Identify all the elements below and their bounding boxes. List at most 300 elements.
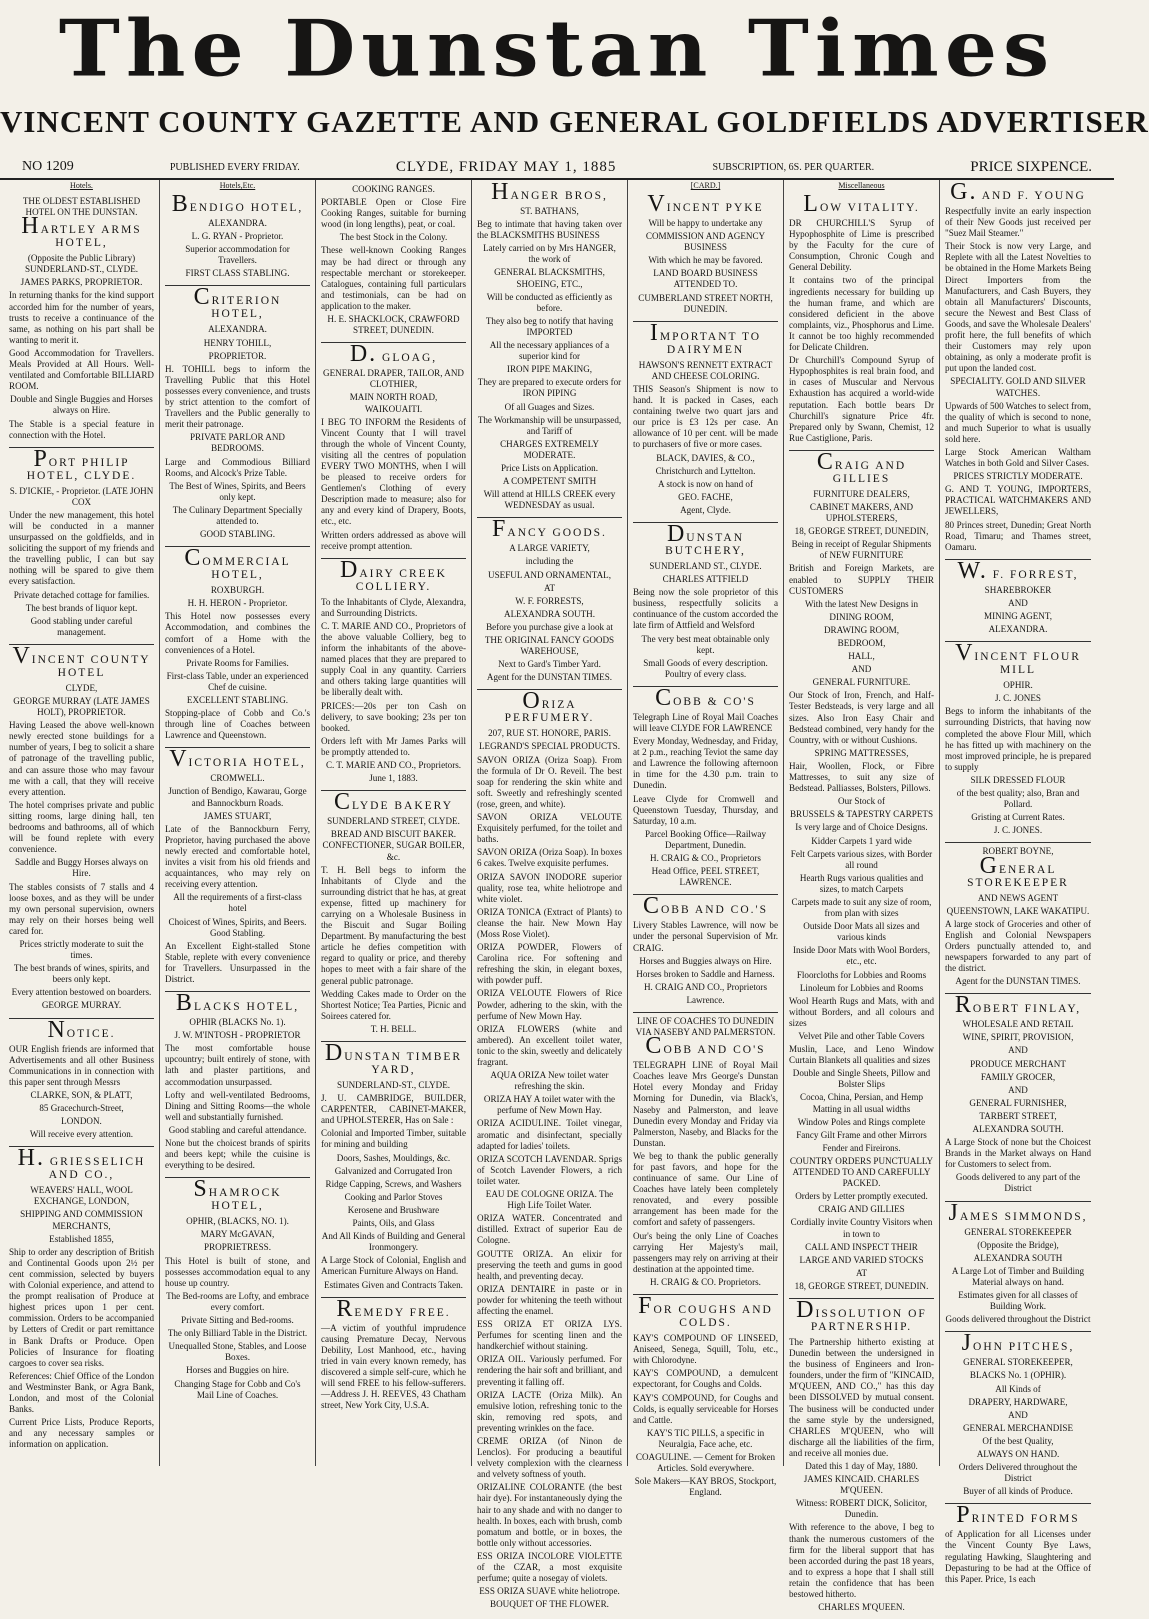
ad-title: CRITERION HOTEL, [193,284,282,321]
ad-text: Their Stock is now very Large, and Replete with all the Latest Novelties to be obtained in the Home Markets Being Direct Importers from the Manufacturers, and Cash Buyers, they obtain all Manufacturers' Discounts, secure the Newest and Best Class of Goods, and save the Wholesale Dealers' profit here, the full benefits of which their Customers may rely upon obtaining, as only a moderate profit is put upon the landed cost. [945,241,1091,374]
ad-text: A Large Lot of Timber and Building Material always on hand. [951,1265,1085,1287]
ad-text: They are prepared to execute orders for IRON PIPING [477,377,622,399]
ad-text: S. D'ICKIE, - Proprietor. (LATE JOHN COX [9,485,154,507]
ad-text: Private Sitting and Bed-rooms. [181,1315,294,1326]
ad-text: of the best quality; also, Bran and Pollard. [956,788,1080,810]
ad-text: OUR English friends are informed that Advertisements and all other Business Communications in in connection with this paper sent through Messrs [9,1043,154,1087]
ad-text: EAU DE COLOGNE ORIZA. The High Life Toilet Water. [485,1189,614,1211]
ad-text: With the latest New Designs in [804,598,919,609]
ad-text: This Hotel is built of stone, and possesses accommodation equal to any house up country. [165,1255,310,1288]
ad-text: Our's being the only Line of Coaches carrying Her Majesty's mail, passengers may rely on arriving at their destination at the appointed time. [633,1230,778,1274]
ad-text: Before you purchase give a look at [486,621,613,632]
ad-text: In returning thanks for the kind support accorded him for the number of years, trusts to receive a continuance of the same, as nothing on his part shall be wanting to merit it. [9,290,154,345]
ad-text: Having Leased the above well-known newly erected stone buildings for a number of years, I beg to solicit a share of patronage of the travelling public, and can assure those who may favour me with a call, that they will receive every attention. [9,720,154,797]
masthead-subtitle: VINCENT COUNTY GAZETTE AND GENERAL GOLDFIELDS ADVERTISER [0,104,1149,139]
ad-text: Fender and Fireirons. [822,1142,901,1153]
ad-text: MINING AGENT, [983,611,1053,621]
ad-text: LAND BOARD BUSINESS ATTENDED TO. [653,268,758,290]
issue-date: CLYDE, FRIDAY MAY 1, 1885 [395,158,617,175]
advertisement [633,684,778,895]
ad-text: WEAVERS' HALL, WOOL EXCHANGE, LONDON, [30,1185,133,1207]
ad-title: PRINTED FORMS [956,1502,1080,1529]
advertisement [321,181,466,343]
ad-text: JAMES PARKS, PROPRIETOR. [20,277,143,288]
subscription-rate: SUBSCRIPTION, 6S. PER QUARTER. [712,161,875,173]
ad-text: The best Stock in the Colony. [339,232,448,243]
ad-text: SHIPPING AND COMMISSION MERCHANTS, [20,1209,143,1231]
ad-text: SPRING MATTRESSES, [814,747,909,758]
advertisement [165,193,310,286]
ad-text: ORIZA HAY A toilet water with the perfume of New Mown Hay. [483,1094,616,1116]
ad-text: Colonial and Imported Timber, suitable for mining and building [321,1128,466,1150]
ad-text: H. TOHILL begs to inform the Travelling Public that this Hotel possesses every convenience, and trusts by strict attention to the comfort of Travellers and the Public generally to merit their patronage. [165,363,310,430]
ad-text: ORIZA DENTAIRE in paste or in powder for whitening the teeth without affecting the enamel. [477,1283,622,1316]
ad-kicker: THE OLDEST ESTABLISHED HOTEL ON THE DUNSTAN. [22,196,141,218]
ad-text: OPHIR. [1003,680,1033,691]
ad-text: HAWSON'S RENNETT EXTRACT AND CHEESE COLORING. [638,359,773,381]
ad-text: BLACKS No. 1 (OPHIR). [969,1370,1067,1381]
ad-title: G. AND F. YOUNG [950,179,1086,205]
ad-text: Lately carried on by Mrs HANGER, the work of [483,243,616,265]
ad-text: EXCELLENT STABLING. [186,695,289,705]
ad-text: Paints, Oils, and Glass [352,1218,435,1229]
ad-text: ALWAYS ON HAND. [976,1448,1060,1459]
ad-text: DINING ROOM, [829,611,894,622]
ad-text: SPECIALITY. GOLD AND SILVER WATCHES. [950,376,1086,398]
column-3 [316,180,472,1466]
ad-text: H. H. HERON - Proprietor. [187,598,288,609]
ad-text: J. C. JONES. [993,825,1043,836]
ad-text: AND [1008,1045,1028,1056]
ad-text: Small Goods of every description. Poultry of every class. [643,657,768,679]
ad-text: ESS ORIZA ET ORIZA LYS. Perfumes for scenting linen and the handkerchief without staining. [477,1319,622,1352]
ad-text: BLACK, DAVIES, & CO., [656,452,755,463]
ad-text: Estimates given for all classes of Building Work. [958,1290,1078,1312]
ad-text: T. H. Bell begs to inform the Inhabitants of Clyde and the surrounding district that he has, at great expense, fitted up machinery for carrying on a Wholesale Business in the Biscuit and Sugar Boiling Department. By manufacturing the best article he defies competition with regard to quality or price, and thereby hopes to meet with a fair share of the general public patronage. [321,864,466,986]
ad-text: ALEXANDRA. [208,218,267,228]
ad-text: G. AND T. YOUNG, IMPORTERS, PRACTICAL WATCHMAKERS AND JEWELLERS, [945,484,1091,517]
ad-text: CHARGES EXTREMELY MODERATE. [500,438,599,460]
ad-text: WHOLESALE AND RETAIL [962,1019,1074,1030]
ad-title: COBB AND CO.'S [642,893,768,920]
ad-text: Horses broken to Saddle and Harness. [636,968,775,979]
ad-text: Gristing at Current Rates. [971,812,1065,823]
ad-text: FAMILY GROCER, [980,1071,1056,1082]
ad-text: References: Chief Office of the London and Westminster Bank, or Agra Bank, London, and most of the Colonial Banks. [9,1370,154,1415]
ad-title: SHAMROCK HOTEL, [193,1176,282,1213]
ad-text: KAY'S TIC PILLS, a specific in Neuralgia, Face ache, etc. [646,1427,765,1449]
ad-title: VINCENT FLOUR MILL [955,640,1081,677]
advertisement [945,994,1091,1201]
ad-title: BENDIGO HOTEL, [171,191,304,217]
advertisement [9,445,154,645]
ad-text: 18, GEORGE STREET, DUNEDIN, [794,526,929,537]
ad-text: THIS Season's Shipment is now to hand. It is packed in Cases, each containing twelve two quart jars and our price is £3 12s per case. An allowance of 10 per cent. will be made to purchasers of five or more cases. [633,383,778,450]
ad-title: NOTICE. [47,1016,116,1043]
ad-text: Cocoa, China, Persian, and Hemp Matting in all usual widths [800,1092,923,1114]
ad-kicker: COOKING RANGES. [352,184,435,194]
ad-text: LARGE AND VARIED STOCKS [799,1254,924,1265]
dateline [0,156,1114,180]
ad-text: GEORGE MURRAY. [41,1000,122,1011]
ad-text: ALEXANDRA. [988,624,1048,635]
ad-text: Orders Delivered throughout the District [958,1462,1078,1484]
advertisement [321,1295,466,1418]
ad-text: GENERAL DRAPER, TAILOR, AND CLOTHIER, [323,368,464,390]
ad-text: ESS ORIZA INCOLORE VIOLETTE of the CZAR, a most exquisite perfume; quite a nosegay of violets. [477,1550,622,1584]
ad-title: PORT PHILIP HOTEL, CLYDE. [26,445,137,482]
ad-text: BRUSSELS & TAPESTRY CARPETS [789,809,934,820]
ad-text: 18, GEORGE STREET, DUNEDIN. [794,1280,929,1291]
advertisement [321,556,466,792]
advertisement [789,1296,934,1619]
column-heading: Hotels,Etc. [219,181,256,190]
ad-title: IMPORTANT TO DAIRYMEN [649,319,762,356]
publication-frequency: PUBLISHED EVERY FRIDAY. [169,161,300,173]
ad-text: BOUQUET OF THE FLOWER. [490,1599,609,1610]
ad-text: Livery Stables Lawrence, will now be under the personal Supervision of Mr. CRAIG. [633,920,778,953]
ad-text: ORIZA VELOUTE Flowers of Rice Powder, adhering to the skin, with the perfume of New Mown Hay. [477,988,622,1021]
advertisement [477,181,622,518]
ad-text: QUEENSTOWN, LAKE WAKATIPU. [946,905,1090,916]
advertisement [633,193,778,322]
ad-text: C. T. MARIE AND CO., Proprietors of the above valuable Colliery, beg to inform the inhabitants of the above-named places that they are prepared to supply Coal in any quantity. Carriers and others taking large quantities will be liberally dealt with. [321,620,466,698]
ad-text: A LARGE VARIETY, [509,543,590,554]
ad-text: ALEXANDRA SOUTH [973,1252,1063,1263]
ad-text: Hearth Rugs various qualities and sizes, to match Carpets [799,872,924,894]
ad-text: FIRST CLASS STABLING. [185,268,290,279]
ad-text: All the necessary appliances of a superior kind for [489,340,610,362]
ad-text: OPHIR, (BLACKS, NO. 1). [186,1216,289,1227]
ad-text: ROXBURGH. [210,585,265,596]
ad-text: GENERAL STOREKEEPER, [963,1357,1073,1368]
advertisement-columns [0,179,1114,1613]
ad-text: We beg to thank the public generally for past favors, and hope for the continuance of same. Our Line of Coaches have lately been completely renovated, and every possible arrangement has been made for the comfort and safety of passengers. [633,1150,778,1228]
ad-text: WINE, SPIRIT, PROVISION, [962,1032,1074,1043]
advertisement [321,791,466,1042]
ad-text: June 1, 1883. [369,773,418,784]
ad-title: VINCENT COUNTY HOTEL [12,642,151,679]
ad-text: ORIZA TONICA (Extract of Plants) to cleanse the hair. New Mown Hay (Moss Rose Violet). [477,906,622,939]
ad-text: Established 1855, [49,1233,114,1244]
ad-text: Good stabling and careful attendance. [168,1124,307,1135]
ad-text: Kidder Carpets 1 yard wide [811,835,912,846]
ad-text: HALL, [848,651,875,662]
ad-text: Under the new management, this hotel will be conducted in a manner unsurpassed on the goldfields, and in soliciting the support of my friends and the travelling public, I can but say nothing will be spared to give them every satisfaction. [9,509,154,587]
advertisement [945,1332,1091,1504]
ad-text: H. CRAIG & CO. Proprietors. [650,1276,761,1287]
ad-title: CLYDE BAKERY [333,789,454,816]
ad-text: With reference to the above, I beg to thank the numerous customers of the firm for the liberal support that has been accorded during the past 18 years, and to express a hope that I shall still retain the confidence that has been bestowed hitherto. [789,1522,934,1600]
ad-text: Cooking and Parlor Stoves [344,1191,443,1202]
ad-text: BEDROOM, [837,638,886,648]
ad-text: With which he may be favored. [648,255,763,266]
ad-text: AND [1008,597,1028,608]
ad-text: Ridge Capping, Screws, and Washers [325,1178,462,1189]
ad-kicker: ROBERT BOYNE, [982,846,1054,857]
ad-text: A Large Stock of none but the Choicest Brands in the Market always on Hand for Customers to select from. [945,1137,1091,1170]
column-4 [472,179,628,1610]
ad-text: Begs to inform the inhabitants of the surrounding Districts, that having now completed the above Flour Mill, which he has fitted up with machinery on the most improved principle, he is prepared to supply [945,706,1091,772]
ad-text: SUNDERLAND-ST., CLYDE. [336,1080,451,1090]
advertisement [945,557,1091,642]
masthead-title: The Dunstan Times [58,3,1056,95]
ad-title: HARTLEY ARMS HOTEL, [21,213,142,250]
ad-text: And All Kinds of Building and General Ironmongery. [321,1231,466,1253]
ad-text: All Kinds of [995,1383,1041,1394]
ad-text: BREAD AND BISCUIT BAKER. CONFECTIONER, SUGAR BOILER, &c. [322,829,465,862]
ad-text: Respectfully invite an early inspection of their New Goods just received per "Suez Mail Steamer." [945,206,1091,239]
ad-text: Inside Door Mats with Wool Borders, etc., etc. [792,945,930,967]
ad-text: Of the best Quality, [982,1435,1054,1446]
ad-text: An Excellent Eight-stalled Stone Stable, replete with every convenience for Travellers. Unsurpassed in the District. [165,940,310,984]
ad-text: (Opposite the Bridge), [977,1239,1059,1250]
ad-text: The hotel comprises private and public sitting rooms, large dining hall, ten bedrooms and bathrooms, all of which will be found replete with every convenience. [9,799,154,855]
ad-text: Upwards of 500 Watches to select from, the quality of which is second to none, and much Superior to what is usually sold here. [945,400,1091,444]
column-5 [628,180,784,1498]
ad-text: The Stable is a special feature in connection with the Hotel. [9,418,154,440]
ad-text: CALL AND INSPECT THEIR [805,1241,918,1252]
ad-title: COBB & CO'S [655,684,756,711]
ad-text: Carpets made to suit any size of room, from plan with sizes [791,896,932,919]
ad-text: A stock is now on hand of [658,478,753,489]
column-heading: Hotels. [70,181,93,190]
ad-text: Estimates Given and Contracts Taken. [324,1279,463,1290]
ad-text: 80 Princes street, Dunedin; Great North Road, Timaru; and Thames street, Oamaru. [945,519,1091,552]
ad-text: Being in receipt of Regular Shipments of NEW FURNITURE [791,539,932,561]
ad-text: GENERAL FURNISHER, [969,1097,1067,1108]
ad-title: ORIZA PERFUMERY. [504,688,595,725]
ad-text: The very best meat obtainable only kept. [641,633,770,655]
ad-text: Horses and Buggies always on Hire. [639,955,772,966]
ad-text: Velvet Pile and other Table Covers [798,1031,925,1041]
ad-text: Window Poles and Rings complete [797,1116,926,1127]
ad-text: Good stabling under careful management. [30,615,133,637]
ad-text: ESS ORIZA SUAVE white heliotrope. [479,1586,620,1597]
ad-text: GOOD STABLING. [199,529,276,540]
column-6 [784,180,940,1613]
ad-text: A Large Stock of Colonial, English and American Furniture Always on Hand. [321,1255,466,1277]
ad-text: CHARLES ATTFIELD [662,574,749,585]
ad-text: Cordially invite Country Visitors when in town to [790,1217,933,1239]
ad-text: The Culinary Department Specially attended to. [172,504,303,526]
ad-text: including the [525,556,574,567]
ad-text: THE ORIGINAL FANCY GOODS WAREHOUSE, [484,635,615,657]
ad-text: GENERAL BLACKSMITHS, SHOEING, ETC., [494,267,605,289]
ad-text: USEFUL AND ORNAMENTAL, [488,569,611,580]
ad-title: REMEDY FREE. [336,1295,451,1322]
ad-text: COAGULINE. — Cement for Broken Articles. Sold everywhere. [635,1451,776,1474]
ad-text: COUNTRY ORDERS PUNCTUALLY ATTENDED TO AND CAREFULLY PACKED. [789,1155,934,1189]
ad-text: PRICES:—20s per ton Cash on delivery, to save booking; 23s per ton booked. [321,700,466,733]
advertisement [945,181,1091,560]
ad-text: ORIZA OIL. Variously perfumed. For rendering the hair soft and brilliant, and preventing it falling off. [477,1354,622,1387]
ad-text: Felt Carpets various sizes, with Border all round [790,848,933,870]
ad-text: They also beg to notify that having IMPORTED [485,315,614,337]
ad-title: FOR COUGHS AND COLDS. [638,1293,773,1330]
advertisement [321,343,466,559]
ad-text: PRICES STRICTLY MODERATE. [953,471,1083,482]
ad-text: Will attend at HILLS CREEK every WEDNESDAY as usual. [483,489,616,511]
ad-text: Prices strictly moderate to suit the times. [19,938,144,961]
ad-text: Stopping-place of Cobb and Co.'s through line of Coaches between Lawrence and Queenstown. [165,708,310,741]
ad-text: TARBERT STREET, [979,1110,1057,1121]
ad-text: MARY McGAVAN, [200,1229,275,1240]
ad-text: ALEXANDRA SOUTH. [972,1124,1064,1134]
ad-text: All the requirements of a first-class hotel [173,892,302,914]
ad-text: These well-known Cooking Ranges may be had direct or through any respectable merchant or storekeeper. Catalogues, containing full particulars and testimonials, can be had on application to the maker. [321,245,466,311]
advertisement [789,448,934,1299]
ad-text: Lawrence. [686,994,725,1005]
ad-text: ALEXANDRA. [208,324,267,335]
ad-text: 207, RUE ST. HONORE, PARIS. [488,728,611,739]
ad-text: (Opposite the Public Library) SUNDERLAND-ST., CLYDE. [24,253,139,275]
ad-text: CREME ORIZA (of Ninon de Lenclos). For producing a beautiful velvety complexion with the clearness and velvety softness of youth. [477,1436,622,1480]
issue-number: NO 1209 [22,159,74,174]
ad-text: The most comfortable house upcountry; built entirely of stone, with lath and plaster partitions, and accommodation unsurpassed. [165,1043,310,1087]
ad-text: CLYDE, [65,682,98,693]
ad-text: Agent for the DUNSTAN TIMES. [955,976,1081,987]
ad-text: SUNDERLAND STREET, CLYDE. [327,816,460,827]
ad-text: Being now the sole proprietor of this business, respectfully solicits a continuance of the custom accorded the late firm of Attfield and Welsford [633,587,778,631]
ad-text: PROPRIETOR. [208,350,267,361]
ad-text: Christchurch and Lyttelton. [655,465,756,476]
ad-title: COMMERCIAL HOTEL, [184,545,291,582]
ad-title: FANCY GOODS. [492,516,607,543]
ad-text: Lofty and well-ventilated Bedrooms, Dining and Sitting Rooms—the whole well and substantially furnished. [165,1089,310,1122]
advertisement [945,642,1091,843]
advertisement [321,1042,466,1298]
ad-text: T. H. BELL. [370,1023,417,1034]
ad-text: To the Inhabitants of Clyde, Alexandra, and Surrounding Districts. [321,596,466,618]
ad-text: IRON PIPE MAKING, [506,364,593,375]
ad-text: Witness: ROBERT DICK, Solicitor, Dunedin. [795,1498,928,1520]
advertisement [477,518,622,690]
ad-text: Wedding Cakes made to Order on the Shortest Notice; Tea Parties, Picnic and Soirees catered for. [321,988,466,1021]
ad-title: ROBERT FINLAY, [954,992,1082,1019]
ad-text: Dr Churchill's Compound Syrup of Hypophosphites is real brain food, and in cases of Muscular and Nervous Exhaustion has acquired a world-wide reputation. Each bottle bears Dr Churchill's signature Price 4fr. Prepared only by Swann, Chemist, 12 Rue Castiglione, Paris. [789,355,934,443]
advertisement [9,1016,154,1148]
ad-title: DAIRY CREEK COLLIERY. [340,556,447,593]
ad-text: AT [855,1267,868,1278]
ad-text: Double and Single Buggies and Horses always on Hire. [10,394,153,416]
ad-text: I BEG TO INFORM the Residents of Vincent County that I will travel through the whole of Vincent County, visiting all the centres of population EVERY TWO MONTHS, when I will be pleased to receive orders for Gentlemen's Clothing of every Description made to measure; also for any and every kind of Drapery, Boots, etc., etc. [321,416,466,527]
ad-text: MAIN NORTH ROAD, WAIKOUAITI. [349,392,438,414]
ad-text: Superior accommodation for Travellers. [185,244,290,266]
ad-text: British and Foreign Markets, are enabled to SUPPLY THEIR CUSTOMERS [789,563,934,596]
ad-text: The Bed-rooms are Lofty, and embrace every comfort. [166,1290,309,1312]
advertisement [9,193,154,448]
ad-text: Telegraph Line of Royal Mail Coaches will leave CLYDE FOR LAWRENCE [633,711,778,733]
ad-text: Private Rooms for Families. [186,657,289,668]
ad-text: Agent, Clyde. [680,504,731,515]
ad-text: LONDON. [61,1116,102,1127]
ad-text: H. CRAIG AND CO., Proprietors [643,981,768,992]
advertisement [789,193,934,451]
ad-title: BLACKS HOTEL, [175,990,300,1017]
ad-text: Will be conducted as efficiently as before. [486,291,613,313]
ad-text: GENERAL STOREKEEPER [964,1226,1072,1237]
ad-text: J. W. M'INTOSH - PROPRIETOR [174,1030,301,1041]
ad-text: DRAPERY, HARDWARE, [968,1396,1068,1407]
ad-text: CLARKE, SON, & PLATT, [30,1089,133,1100]
ad-text: It contains two of the principal ingredients necessary for building up the human frame, and which are considered deficient in the above complaints, viz., Phosphorus and Lime. It cannot be too highly recommended for Delicate Children. [789,275,934,353]
ad-text: W. F. FORRESTS, [515,595,584,606]
ad-text: SAVON ORIZA (Oriza Soap). From the formula of Dr O. Reveil. The best soap for rendering the skin white and soft. Sweetly and refreshingly scented (rose, green, and white). [477,754,622,809]
ad-text: JAMES KINCAID. CHARLES M'QUEEN. [803,1474,920,1496]
ad-text: HENRY TOHILL, [203,337,272,348]
ad-title: GENERAL STOREKEEPER [967,852,1069,889]
ad-text: Saddle and Buggy Horses always on Hire. [14,857,149,879]
ad-text: CHARLES M'QUEEN. [818,1602,905,1613]
ad-text: L. G. RYAN - Proprietor. [191,231,284,242]
ad-text: GOUTTE ORIZA. An elixir for preserving the teeth and gums in good health, and preventing decay. [477,1248,622,1281]
ad-title: JOHN PITCHES, [961,1330,1075,1357]
ad-title: COBB AND CO'S [645,1033,766,1060]
ad-title: LOW VITALITY. [803,191,920,217]
ad-text: ALEXANDRA SOUTH. [504,608,595,619]
ad-kicker: LINE OF COACHES TO DUNEDIN VIA NASEBY AND PALMERSTON. [635,1015,776,1038]
ad-text: KAY'S COMPOUND, a demulcent expectorant, for Coughs and Colds. [633,1368,778,1390]
ad-title: DISSOLUTION OF PARTNERSHIP. [796,1296,927,1333]
ad-text: PRODUCE MERCHANT [970,1058,1066,1069]
ad-text: FURNITURE DEALERS, [813,488,910,499]
ad-text: SILK DRESSED FLOUR [970,774,1066,785]
ad-title: DUNSTAN BUTCHERY, [665,520,746,557]
ad-text: AND [1008,1084,1028,1095]
column-heading: Miscellaneous [838,181,885,190]
ad-text: Orders left with Mr James Parks will be promptly attended to. [321,735,466,757]
ad-text: ORIZALINE COLORANTE (the best hair dye). For instantaneously dying the hair to any shade and with no danger to health. In boxes, each with brush, comb pomatum and bottle, or in boxes, the bottle only without accessories. [477,1482,622,1548]
ad-text: The Best of Wines, Spirits, and Beers only kept. [169,480,306,502]
ad-text: Linoleum for Lobbies and Rooms [799,982,924,993]
ad-text: Of all Guages and Sizes. [504,401,595,412]
advertisement [165,992,310,1178]
ad-text: ORIZA WATER. Concentrated and distilled. Extract of superior Eau de Cologne. [477,1213,622,1246]
ad-text: Junction of Bendigo, Kawarau, Gorge and Bannockburn Roads. [168,786,307,808]
ad-text: AQUA ORIZA New toilet water refreshing the skin. [490,1070,609,1092]
advertisement [945,1504,1091,1590]
ad-text: KAY'S COMPOUND OF LINSEED, Aniseed, Senega, Squill, Tolu, etc., with Chlorodyne. [633,1333,778,1366]
ad-text: ORIZA ACIDULINE. Toilet vinegar, aromatic and disinfectant, specially adapted for ladies' toilets. [477,1118,622,1151]
advertisement [165,547,310,748]
ad-title: W. F. FORREST, [957,557,1079,584]
ad-text: Large and Commodious Billiard Rooms, and Alcock's Prize Table. [165,456,310,478]
ad-text: of Application for all Licenses under the Vincent County Bye Laws, regulating Hawking, Slaughtering and Depasturing to be had at the Office of this Paper. Price, 1s each [945,1529,1091,1584]
ad-text: SHAREBROKER [984,584,1052,595]
ad-text: The best brands of liquor kept. [25,602,138,613]
ad-text: The only Billiard Table in the District. [167,1328,308,1339]
ad-text: ORIZA LACTE (Oriza Milk). An emulsive lotion, refreshing tonic to the skin, removing red spots, and preventing wrinkles on the face. [477,1389,622,1433]
ad-text: AND [1008,1409,1028,1420]
advertisement [633,895,778,1013]
advertisement [633,319,778,523]
advertisement [633,1013,778,1295]
ad-text: Galvanized and Corrugated Iron [334,1165,453,1176]
ad-text: SAVON ORIZA (Oriza Soap). In boxes 6 cakes. Twelve exquisite perfumes. [477,847,622,869]
ad-text: AND NEWS AGENT [977,892,1059,903]
ad-text: CRAIG AND GILLIES [818,1204,905,1215]
ad-text: H. CRAIG & CO., Proprietors [650,853,761,864]
ad-text: Price Lists on Application. [501,462,598,473]
ad-text: ORIZA FLOWERS (white and ambered). An excellent toilet water, tonic to the skin, sweetly and delicately fragrant. [477,1023,622,1067]
ad-text: CUMBERLAND STREET NORTH, DUNEDIN. [638,292,773,314]
ad-text: DRAWING ROOM, [823,624,900,635]
ad-text: Parcel Booking Office—Railway Department, Dunedin. [644,828,767,850]
ad-text: 85 Gracechurch-Street, [39,1103,124,1113]
ad-text: C. T. MARIE AND CO., Proprietors. [325,760,462,771]
ad-text: Muslin, Lace, and Leno Window Curtain Blankets all qualities and sizes [789,1044,934,1066]
